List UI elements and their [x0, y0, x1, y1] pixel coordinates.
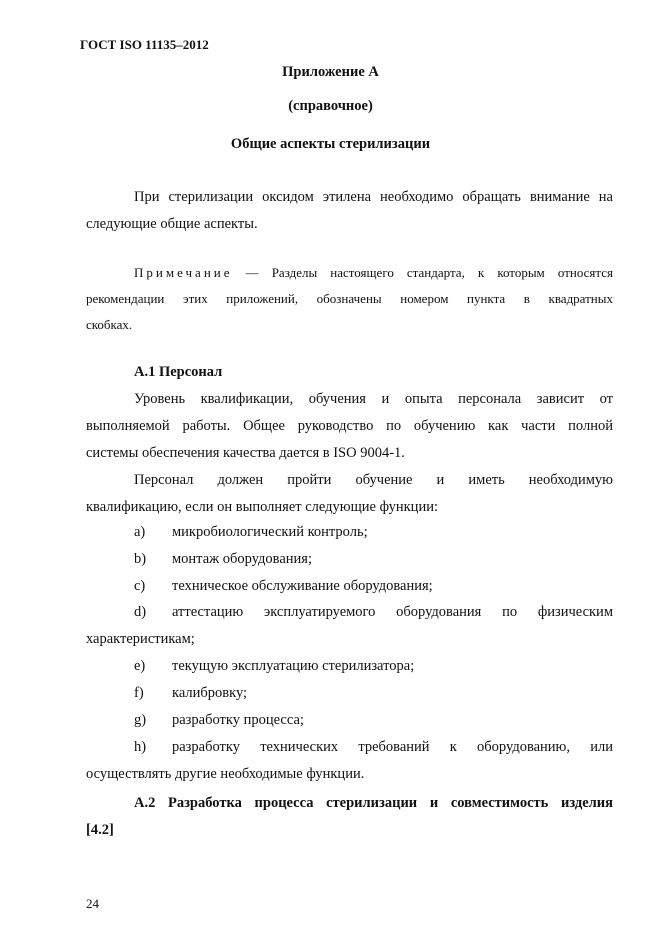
list-item-continuation: осуществлять другие необходимые функции.: [86, 766, 365, 782]
list-item: [134, 551, 312, 568]
list-text: микробиологический контроль;: [172, 524, 368, 540]
section-a1-heading: А.1 Персонал: [134, 364, 223, 380]
list-marker: b): [134, 551, 147, 567]
list-text: разработку технических требований к оборудованию, или: [172, 739, 613, 755]
a1-p1-line-3: системы обеспечения качества дается в ISO 9004-1.: [86, 445, 405, 461]
note-line-2: рекомендации этих приложений, обозначены номером пункта в квадратных: [86, 291, 613, 306]
intro-line-1: При стерилизации оксидом этилена необходимо обращать внимание на: [134, 189, 613, 205]
document-header: ГОСТ ISO 11135–2012: [80, 37, 209, 52]
list-item: [134, 712, 304, 729]
note-line-1: [86, 260, 613, 286]
list-item: [134, 578, 433, 595]
list-item-continuation: характеристикам;: [86, 631, 195, 647]
page-number: 24: [86, 896, 99, 911]
list-marker: d): [134, 604, 147, 620]
section-a2-heading-line-2: [4.2]: [86, 822, 114, 838]
list-marker: a): [134, 524, 146, 540]
note-line-1-text: — Разделы настоящего стандарта, к которым относятся: [232, 265, 613, 280]
a1-p2-line-2: квалификацию, если он выполняет следующие функции:: [86, 499, 438, 515]
appendix-heading: Общие аспекты стерилизации: [230, 136, 431, 152]
list-text: аттестацию эксплуатируемого оборудования по физическим: [172, 604, 613, 620]
list-text: техническое обслуживание оборудования;: [172, 578, 433, 594]
list-text: текущую эксплуатацию стерилизатора;: [172, 658, 415, 674]
list-item: [134, 599, 613, 626]
list-marker: f): [134, 685, 144, 701]
list-marker: h): [134, 739, 147, 755]
note-line-3: скобках.: [86, 317, 133, 332]
list-text: калибровку;: [172, 685, 248, 701]
list-item: [134, 734, 613, 761]
note-label: Примечание: [134, 265, 233, 280]
list-marker: c): [134, 578, 146, 594]
list-item: [134, 658, 414, 675]
appendix-title: Приложение А: [282, 64, 379, 80]
section-a2-heading-line-1: А.2 Разработка процесса стерилизации и совместимость изделия: [134, 795, 613, 811]
list-marker: g): [134, 712, 147, 728]
list-item: [134, 685, 247, 702]
a1-p1-line-2: выполняемой работы. Общее руководство по обучению как части полной: [86, 418, 613, 434]
list-marker: e): [134, 658, 146, 674]
list-text: монтаж оборудования;: [172, 551, 312, 567]
list-text: разработку процесса;: [172, 712, 304, 728]
intro-line-2: следующие общие аспекты.: [86, 216, 258, 232]
list-item: [134, 524, 368, 541]
appendix-subtitle: (справочное): [288, 98, 373, 114]
a1-p2-line-1: Персонал должен пройти обучение и иметь необходимую: [134, 472, 613, 488]
a1-p1-line-1: Уровень квалификации, обучения и опыта персонала зависит от: [134, 391, 613, 407]
